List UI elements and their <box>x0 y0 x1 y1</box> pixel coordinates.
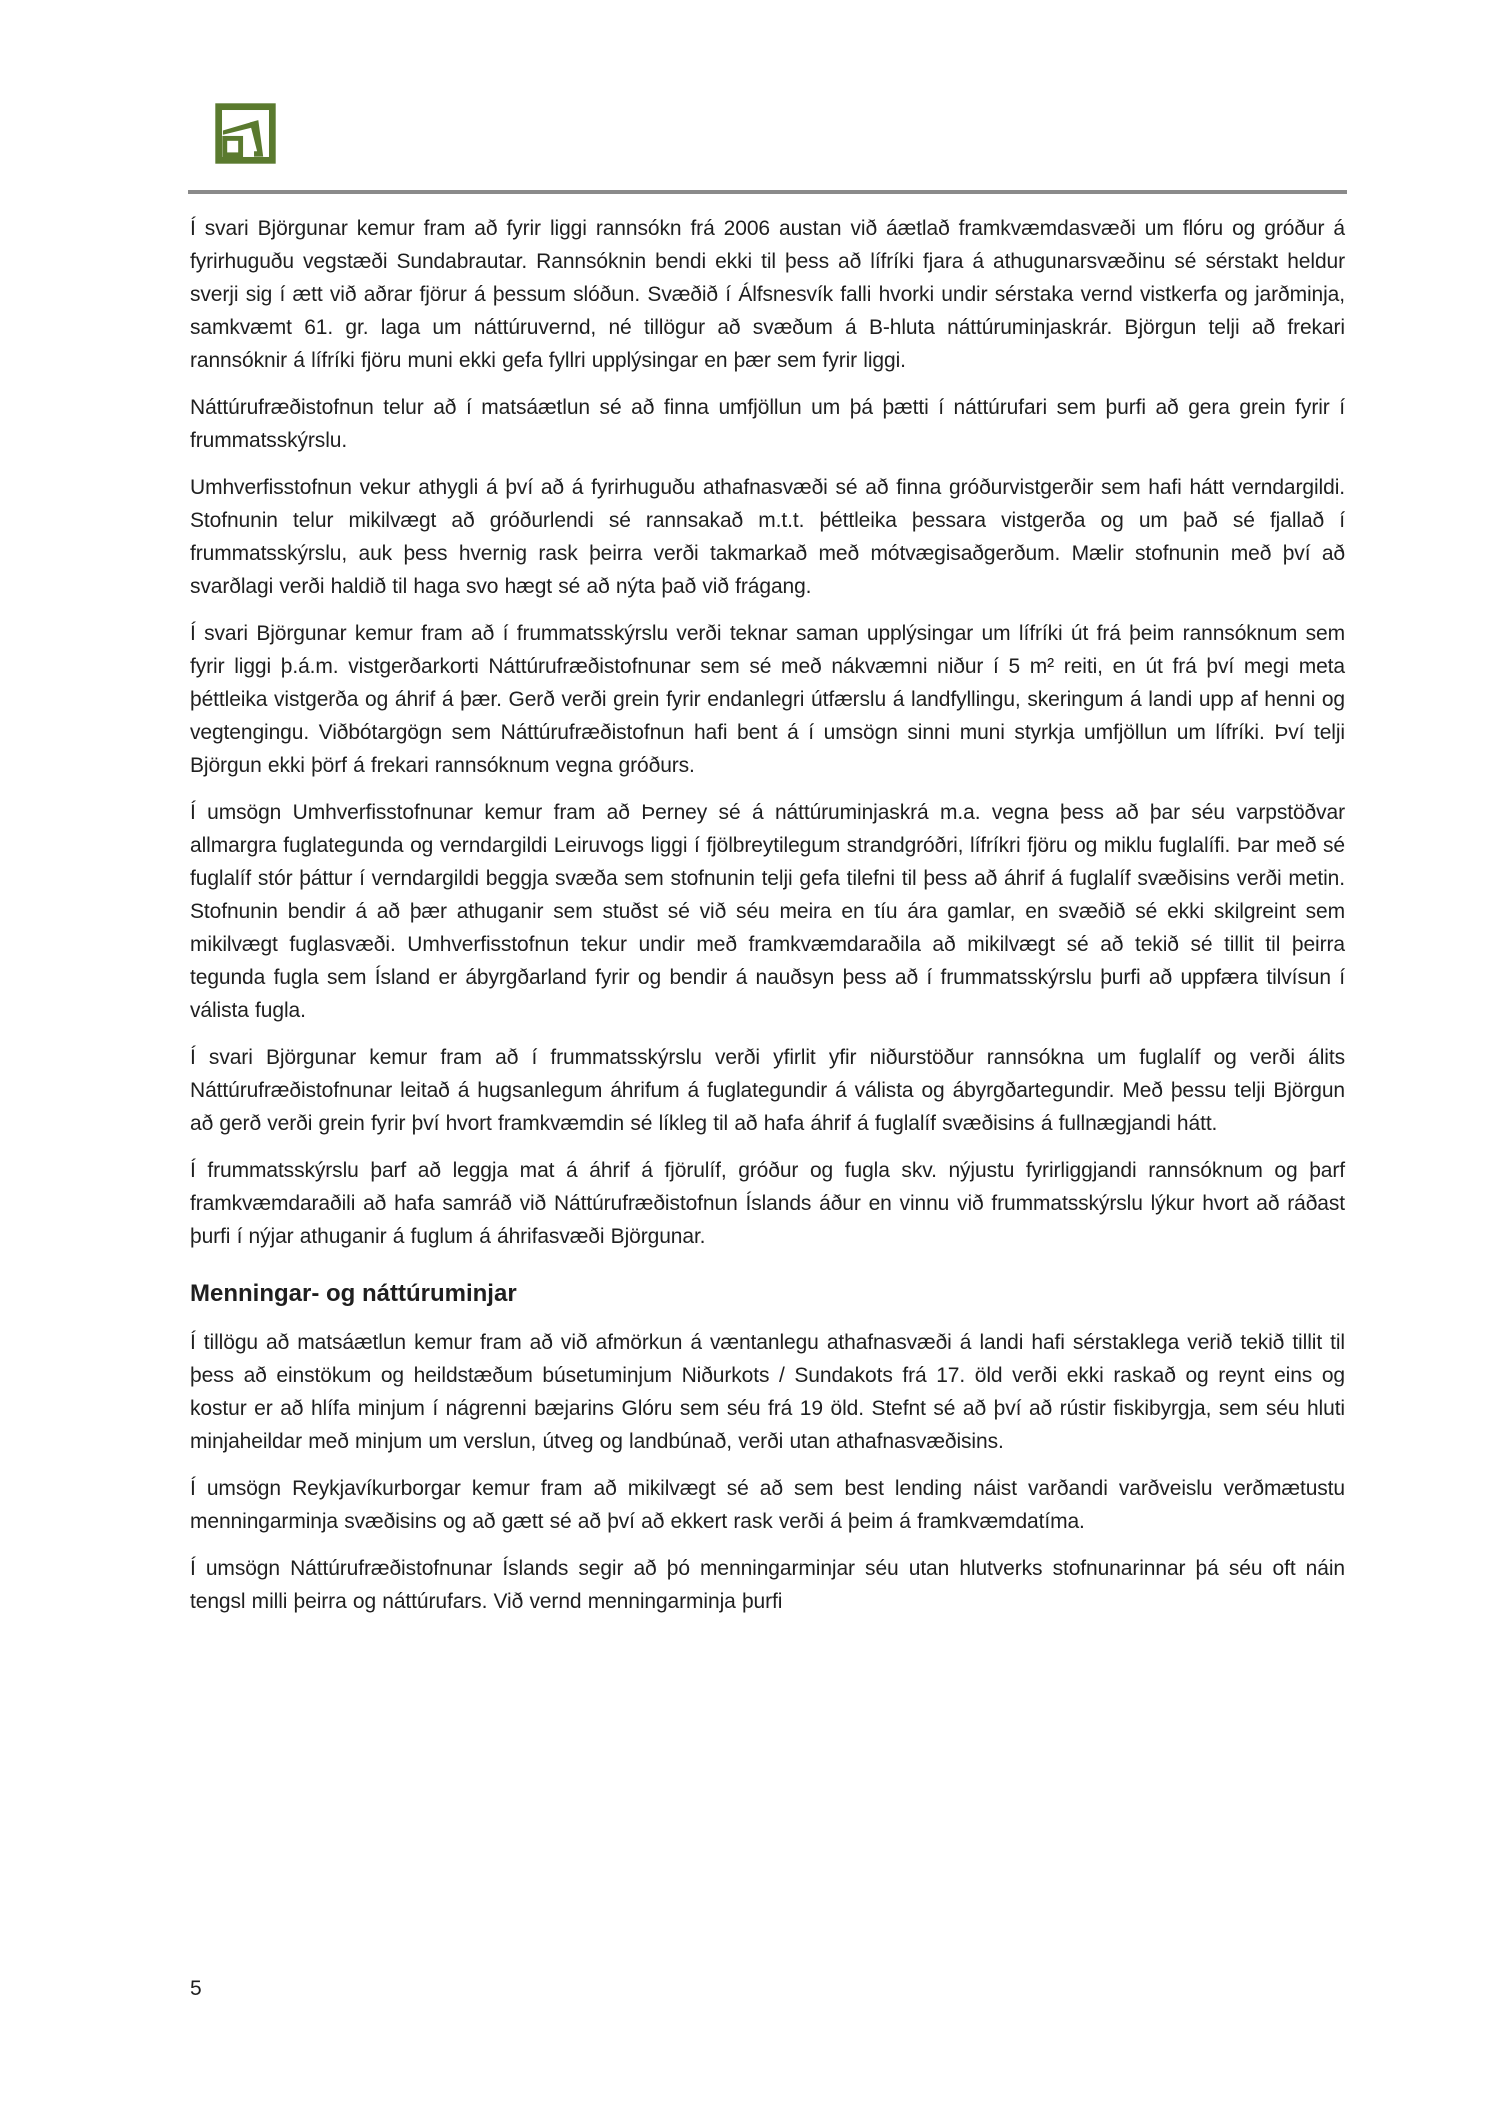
logo-graphic <box>214 103 277 164</box>
paragraph-bjorgun-reply-vistgerdir: Í svari Björgunar kemur fram að í frummatsskýrslu verði teknar saman upplýsingar um lífríki út frá þeim rannsóknum sem fyrir liggi þ.á.m. vistgerðarkorti Náttúrufræðistofnunar sem sé með nákvæmni niður í 5 m² reiti, en út frá því megi meta þéttleika vistgerða og áhrif á þær. Gerð verði grein fyrir endanlegri útfærslu á landfyllingu, skeringum á landi upp af henni og vegtengingu. Viðbótargögn sem Náttúrufræðistofnun hafi bent á í umsögn sinni muni styrkja umfjöllun um lífríki. Því telji Björgun ekki þörf á frekari rannsóknum vegna gróðurs. <box>190 622 1345 777</box>
paragraph-bjorgun-reply-fuglalif: Í svari Björgunar kemur fram að í frummatsskýrslu verði yfirlit yfir niðurstöður rannsókna um fuglalíf og verði álits Náttúrufræðistofnunar leitað á hugsanlegum áhrifum á fuglategundir á válista og ábyrgðartegundir. Með þessu telji Björgun að gerð verði grein fyrir því hvort framkvæmdin sé líkleg til að hafa áhrif á fuglalíf svæðisins á fullnægjandi hátt. <box>190 1046 1345 1135</box>
page-number: 5 <box>190 1977 202 2000</box>
paragraph-umhverfisstofnun-grodur: Umhverfisstofnun vekur athygli á því að á fyrirhuguðu athafnasvæði sé að finna gróðurvistgerðir sem hafi hátt verndargildi. Stofnunin telur mikilvægt að gróðurlendi sé rannsakað m.t.t. þéttleika þessara vistgerða og um það sé fjallað í frummatsskýrslu, auk þess hvernig rask þeirra verði takmarkað með mótvægisaðgerðum. Mælir stofnunin með því að svarðlagi verði haldið til haga svo hægt sé að nýta það við frágang. <box>190 476 1345 598</box>
paragraph-matsaaetlun-busetuminjar: Í tillögu að matsáætlun kemur fram að við afmörkun á væntanlegu athafnasvæði á landi hafi sérstaklega verið tekið tillit til þess að einstökum og heildstæðum búsetuminjum Niðurkots / Sundakots frá 17. öld verði ekki raskað og reynt eins og kostur er að hlífa minjum í nágrenni bæjarins Glóru sem séu frá 19 öld. Stefnt sé að því að rústir fiskibyrgja, sem séu hluti minjaheildar með minjum um verslun, útveg og landbúnað, verði utan athafnasvæðisins. <box>190 1331 1345 1453</box>
section-heading-menningarminjar: Menningar- og náttúruminjar <box>190 1280 517 1307</box>
paragraph-natturufraedistofnun-minjar: Í umsögn Náttúrufræðistofnunar Íslands segir að þó menningarminjar séu utan hlutverks stofnunarinnar þá séu oft náin tengsl milli þeirra og náttúrufars. Við vernd menningarminja þurfi <box>190 1557 1345 1613</box>
skipulagsstofnun-logo-icon <box>214 103 277 164</box>
paragraph-frummatsskyrsla-krafa: Í frummatsskýrslu þarf að leggja mat á áhrif á fjörulíf, gróður og fugla skv. nýjustu fyrirliggjandi rannsóknum og þarf framkvæmdaraðili að hafa samráð við Náttúrufræðistofnun Íslands áður en vinnu við frummatsskýrslu lýkur hvort að ráðast þurfi í nýjar athuganir á fuglum á áhrifasvæði Björgunar. <box>190 1159 1345 1248</box>
paragraph-reykjavikurborg: Í umsögn Reykjavíkurborgar kemur fram að mikilvægt sé að sem best lending náist varðandi varðveislu verðmætustu menningarminja svæðisins og að gætt sé að því að ekkert rask verði á þeim á framkvæmdatíma. <box>190 1477 1345 1533</box>
header-divider <box>188 190 1347 194</box>
document-body <box>190 212 1345 1632</box>
paragraph-bjorgun-reply-flora: Í svari Björgunar kemur fram að fyrir liggi rannsókn frá 2006 austan við áætlað framkvæmdasvæði um flóru og gróður á fyrirhuguðu vegstæði Sundabrautar. Rannsóknin bendi ekki til þess að lífríki fjara á athugunarsvæðinu sé sérstakt heldur sverji sig í ætt við aðrar fjörur á þessum slóðun. Svæðið í Álfsnesvík falli hvorki undir sérstaka vernd vistkerfa og jarðminja, samkvæmt 61. gr. laga um náttúruvernd, né tillögur að svæðum á B-hluta náttúruminjaskrár. Björgun telji að frekari rannsóknir á lífríki fjöru muni ekki gefa fyllri upplýsingar en þær sem fyrir liggi. <box>190 217 1345 372</box>
paragraph-natturufraedistofnun: Náttúrufræðistofnun telur að í matsáætlun sé að finna umfjöllun um þá þætti í náttúrufari sem þurfi að gera grein fyrir í frummatsskýrslu. <box>190 396 1345 452</box>
paragraph-umhverfisstofnun-fuglalif: Í umsögn Umhverfisstofnunar kemur fram að Þerney sé á náttúruminjaskrá m.a. vegna þess að þar séu varpstöðvar allmargra fuglategunda og verndargildi Leiruvogs liggi í fjölbreytilegum strandgróðri, lífríkri fjöru og miklu fuglalífi. Þar með sé fuglalíf stór þáttur í verndargildi beggja svæða sem stofnunin telji gefa tilefni til þess að áhrif á fuglalíf svæðisins verði metin. Stofnunin bendir á að þær athuganir sem stuðst sé við séu meira en tíu ára gamlar, en svæðið sé ekki skilgreint sem mikilvægt fuglasvæði. Umhverfisstofnun tekur undir með framkvæmdaraðila að mikilvægt sé að tekið sé tillit til þeirra tegunda fugla sem Ísland er ábyrgðarland fyrir og bendir á nauðsyn þess að í frummatsskýrslu þurfi að uppfæra tilvísun í válista fugla. <box>190 801 1345 1022</box>
